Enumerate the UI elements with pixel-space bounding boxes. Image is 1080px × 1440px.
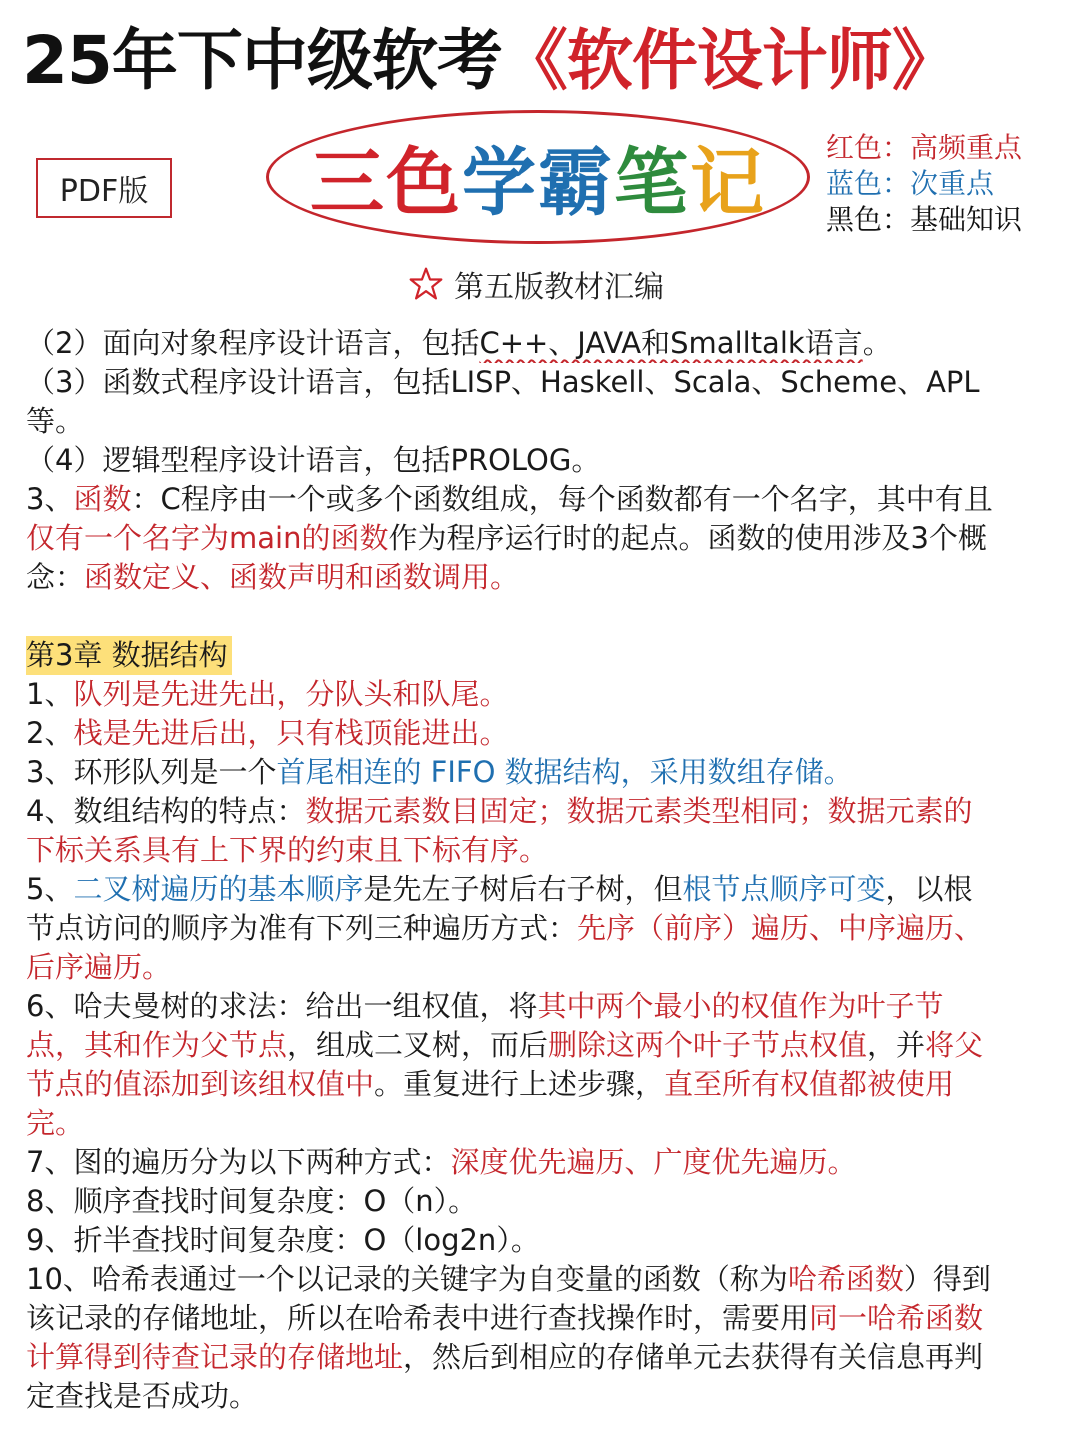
color-legend xyxy=(826,130,1022,238)
text-span: 3、 xyxy=(26,482,74,516)
text-line xyxy=(26,1026,1056,1065)
key-point: 队列是先进先出，分队头和队尾。 xyxy=(73,677,509,711)
text-line xyxy=(26,870,1056,909)
key-point: 栈是先进后出，只有栈顶能进出。 xyxy=(73,716,509,750)
text-span: 4、数组结构的特点： xyxy=(26,794,306,828)
key-point: 数据元素数目固定；数据元素类型相同；数据元素的 xyxy=(305,794,973,828)
key-point: 函数定义、函数声明和函数调用。 xyxy=(84,560,520,594)
text-line xyxy=(26,714,1056,753)
notes-body xyxy=(26,324,1056,1416)
key-point: 完。 xyxy=(26,1106,85,1140)
text-line xyxy=(26,1338,1056,1377)
oval-char: 色 xyxy=(386,140,462,226)
key-point: 后序遍历。 xyxy=(26,950,172,984)
text-span: ：C程序由一个或多个函数组成，每个函数都有一个名字，其中有且 xyxy=(131,482,993,516)
text-span: ，以根 xyxy=(885,872,973,906)
key-point: 其中两个最小的权值作为叶子节 xyxy=(537,989,944,1023)
highlighted-text: C++、JAVA和Smalltalk语言 xyxy=(479,326,863,360)
edition-line xyxy=(408,262,664,306)
text-line xyxy=(26,558,1056,597)
key-point: 哈希函数 xyxy=(787,1262,904,1296)
oval-char: 记 xyxy=(690,140,766,226)
text-line xyxy=(26,987,1056,1026)
key-point: 将父 xyxy=(925,1028,984,1062)
title-subject: 《软件设计师》 xyxy=(501,21,957,99)
text-span: （2）面向对象程序设计语言，包括 xyxy=(26,326,480,360)
key-point: 先序（前序）遍历、中序遍历、 xyxy=(577,911,984,945)
page-title xyxy=(22,18,957,103)
text-span: 是先左子树后右子树，但 xyxy=(363,872,683,906)
key-point: 函数 xyxy=(73,482,132,516)
text-span: 6、哈夫曼树的求法：给出一组权值，将 xyxy=(26,989,538,1023)
edition-label: 第五版教材汇编 xyxy=(454,270,664,305)
text-line: 9、折半查找时间复杂度：O（log2n）。 xyxy=(26,1223,540,1257)
chapter-heading: 第3章 数据结构 xyxy=(26,636,232,675)
secondary-point: 二叉树遍历的基本顺序 xyxy=(73,872,364,906)
key-point: 删除这两个叶子节点权值 xyxy=(548,1028,868,1062)
key-point: 仅有一个名字为main的函数 xyxy=(26,521,389,555)
star-icon xyxy=(408,266,444,302)
text-line xyxy=(26,1104,1056,1143)
oval-heading xyxy=(266,110,810,244)
text-span: 。重复进行上述步骤， xyxy=(374,1067,665,1101)
text-line xyxy=(26,831,1056,870)
text-span: 2、 xyxy=(26,716,74,750)
text-line xyxy=(26,948,1056,987)
text-line xyxy=(26,636,1056,675)
text-span: 作为程序运行时的起点。函数的使用涉及3个概 xyxy=(388,521,987,555)
text-span: 1、 xyxy=(26,677,74,711)
legend-black: 黑色：基础知识 xyxy=(826,203,1023,236)
text-line xyxy=(26,324,1056,363)
oval-char: 笔 xyxy=(614,140,690,226)
key-point: 直至所有权值都被使用 xyxy=(664,1067,955,1101)
legend-blue: 蓝色：次重点 xyxy=(826,167,995,200)
oval-char: 学 xyxy=(462,140,538,226)
key-point: 节点的值添加到该组权值中 xyxy=(26,1067,375,1101)
text-line xyxy=(26,792,1056,831)
text-line xyxy=(26,1065,1056,1104)
legend-red: 红色：高频重点 xyxy=(826,131,1023,164)
spacer xyxy=(26,597,1056,636)
key-point: 深度优先遍历、广度优先遍历。 xyxy=(450,1145,857,1179)
oval-char: 霸 xyxy=(538,140,614,226)
text-line xyxy=(26,519,1056,558)
text-line: （3）函数式程序设计语言，包括LISP、Haskell、Scala、Scheme、APL xyxy=(26,365,980,399)
text-span: ，然后到相应的存储单元去获得有关信息再判 xyxy=(403,1340,984,1374)
text-span: ）得到 xyxy=(903,1262,991,1296)
title-main: 25年下中级软考 xyxy=(22,22,502,99)
text-span: 该记录的存储地址，所以在哈希表中进行查找操作时，需要用 xyxy=(26,1301,810,1335)
text-line xyxy=(26,675,1056,714)
text-span: 7、图的遍历分为以下两种方式： xyxy=(26,1145,451,1179)
key-point: 下标关系具有上下界的约束且下标有序。 xyxy=(26,833,549,867)
pdf-badge: PDF版 xyxy=(36,158,172,218)
text-span: 5、 xyxy=(26,872,74,906)
text-span: 节点访问的顺序为准有下列三种遍历方式： xyxy=(26,911,578,945)
text-line xyxy=(26,1260,1056,1299)
secondary-point: 根节点顺序可变 xyxy=(682,872,886,906)
text-line xyxy=(26,1299,1056,1338)
secondary-point: 首尾相连的 FIFO 数据结构，采用数组存储。 xyxy=(276,755,853,789)
text-span: 念： xyxy=(26,560,85,594)
text-span: ，组成二叉树，而后 xyxy=(287,1028,549,1062)
text-span: 10、哈希表通过一个以记录的关键字为自变量的函数（称为 xyxy=(26,1262,788,1296)
text-line: 定查找是否成功。 xyxy=(26,1379,259,1413)
text-line xyxy=(26,909,1056,948)
key-point: 计算得到待查记录的存储地址 xyxy=(26,1340,404,1374)
text-line: 8、顺序查找时间复杂度：O（n）。 xyxy=(26,1184,478,1218)
oval-char: 三 xyxy=(310,140,386,226)
text-line: （4）逻辑型程序设计语言，包括PROLOG。 xyxy=(26,443,601,477)
text-line: 等。 xyxy=(26,404,85,438)
text-line xyxy=(26,480,1056,519)
key-point: 同一哈希函数 xyxy=(809,1301,984,1335)
text-line xyxy=(26,1143,1056,1182)
text-span: 3、环形队列是一个 xyxy=(26,755,277,789)
text-span: 。 xyxy=(862,326,892,360)
text-line xyxy=(26,753,1056,792)
key-point: 点，其和作为父节点 xyxy=(26,1028,288,1062)
text-span: ，并 xyxy=(867,1028,926,1062)
